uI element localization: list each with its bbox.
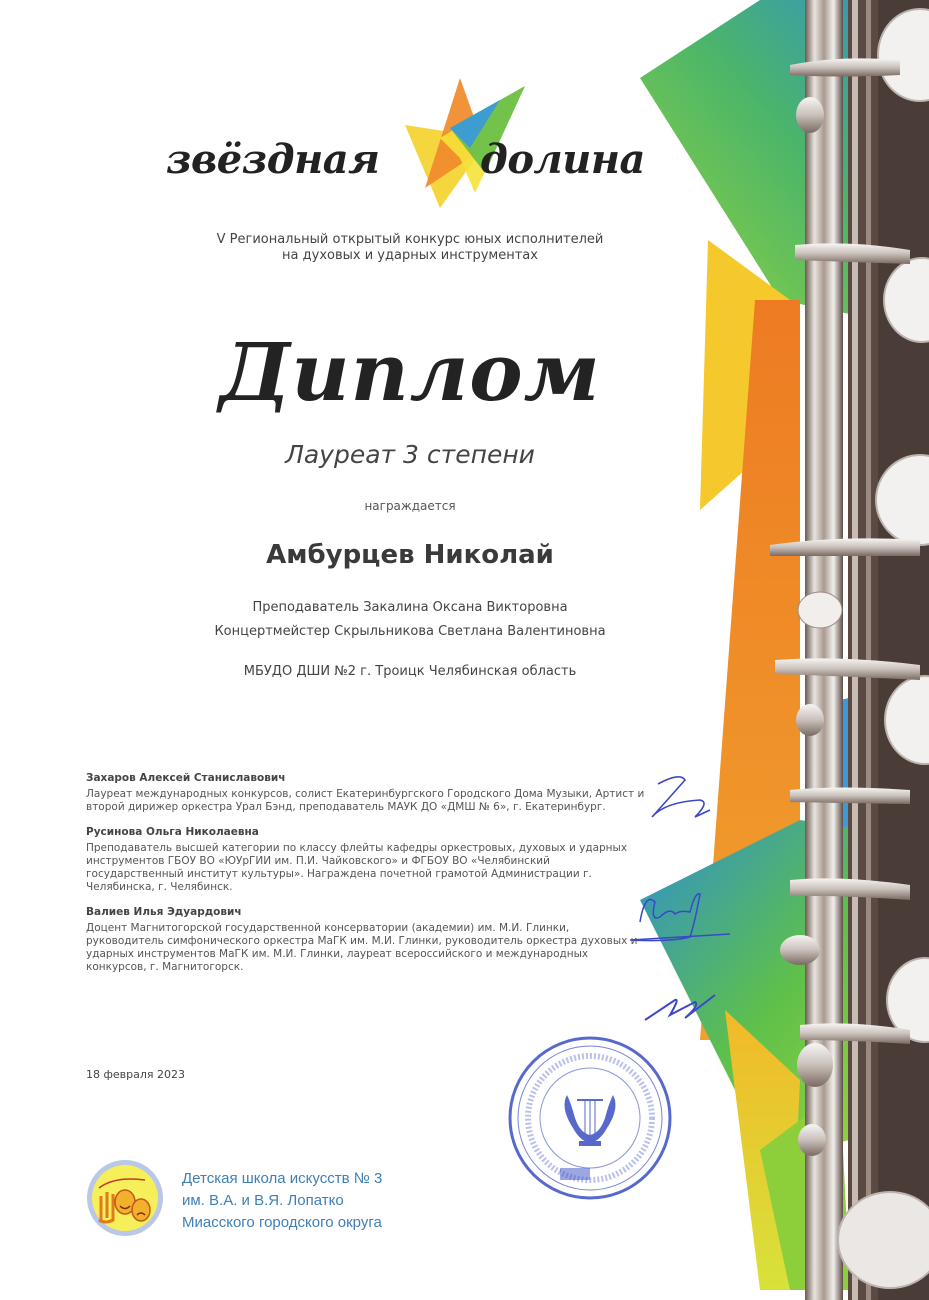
official-stamp — [505, 1033, 675, 1203]
signature-1 — [640, 772, 730, 842]
teacher-line: Преподаватель Закалина Оксана Викторовна — [252, 600, 568, 615]
logo-word-left: звёздная — [166, 136, 380, 183]
jury-name: Валиев Илья Эдуардович — [86, 906, 242, 918]
subtitle-line-2: на духовых и ударных инструментах — [282, 248, 538, 263]
recipient-name: Амбурцев Николай — [266, 540, 554, 570]
accompanist-line: Концертмейстер Скрыльникова Светлана Валентиновна — [214, 624, 606, 639]
jury-description: Преподаватель высшей категории по классу флейты кафедры оркестровых, духовых и ударных инструментов ГБОУ ВО «ЮУрГИИ им. П.И. Чайковского» и ФГБОУ ВО «Челябинский государственный институт культуры». Награждена почетной грамотой Администрации г. Челябинска, г. Челябинск. — [86, 842, 628, 893]
jury-name: Русинова Ольга Николаевна — [86, 826, 259, 838]
jury-member — [86, 826, 646, 894]
organizer-line-2: им. В.А. и В.Я. Лопатко — [182, 1192, 344, 1209]
jury-description: Доцент Магнитогорской государственной консерватории (академии) им. М.И. Глинки, руководитель симфонического оркестра МаГК им. М.И. Глинки, руководитель оркестра духовых и ударных инструментов МаГК им. М.И. Глинки, лауреат всероссийского и международных конкурсов, г. Магнитогорск. — [86, 922, 638, 973]
issue-date: 18 февраля 2023 — [86, 1068, 186, 1081]
signature-3 — [640, 990, 720, 1030]
jury-member — [86, 906, 646, 974]
jury-member — [86, 772, 646, 814]
awarded-label: награждается — [364, 499, 456, 513]
organizer-line-3: Миасского городского округа — [182, 1214, 382, 1231]
lyre-icon — [565, 1095, 616, 1146]
signature-2 — [620, 882, 740, 952]
staff-info — [160, 596, 660, 644]
jury-list — [86, 772, 646, 986]
contest-subtitle — [160, 232, 660, 264]
recipient-school: МБУДО ДШИ №2 г. Троицк Челябинская область — [243, 664, 577, 679]
jury-name: Захаров Алексей Станиславович — [86, 772, 286, 784]
subtitle-line-1: V Региональный открытый конкурс юных исполнителей — [216, 232, 604, 247]
award-degree: Лауреат 3 степени — [285, 440, 535, 469]
jury-description: Лауреат международных конкурсов, солист Екатеринбургского Городского Дома Музыки, Артист и второй дирижер оркестра Урал Бэнд, преподаватель МАУК ДО «ДМШ № 6», г. Екатеринбург. — [86, 788, 645, 813]
diploma-title: Диплом — [219, 325, 601, 419]
school-emblem-icon — [85, 1158, 165, 1238]
organizer-line-1: Детская школа искусств № 3 — [182, 1170, 383, 1187]
organizer-name — [182, 1168, 382, 1234]
logo-word-right: долина — [480, 136, 645, 183]
contest-logo — [160, 78, 660, 228]
